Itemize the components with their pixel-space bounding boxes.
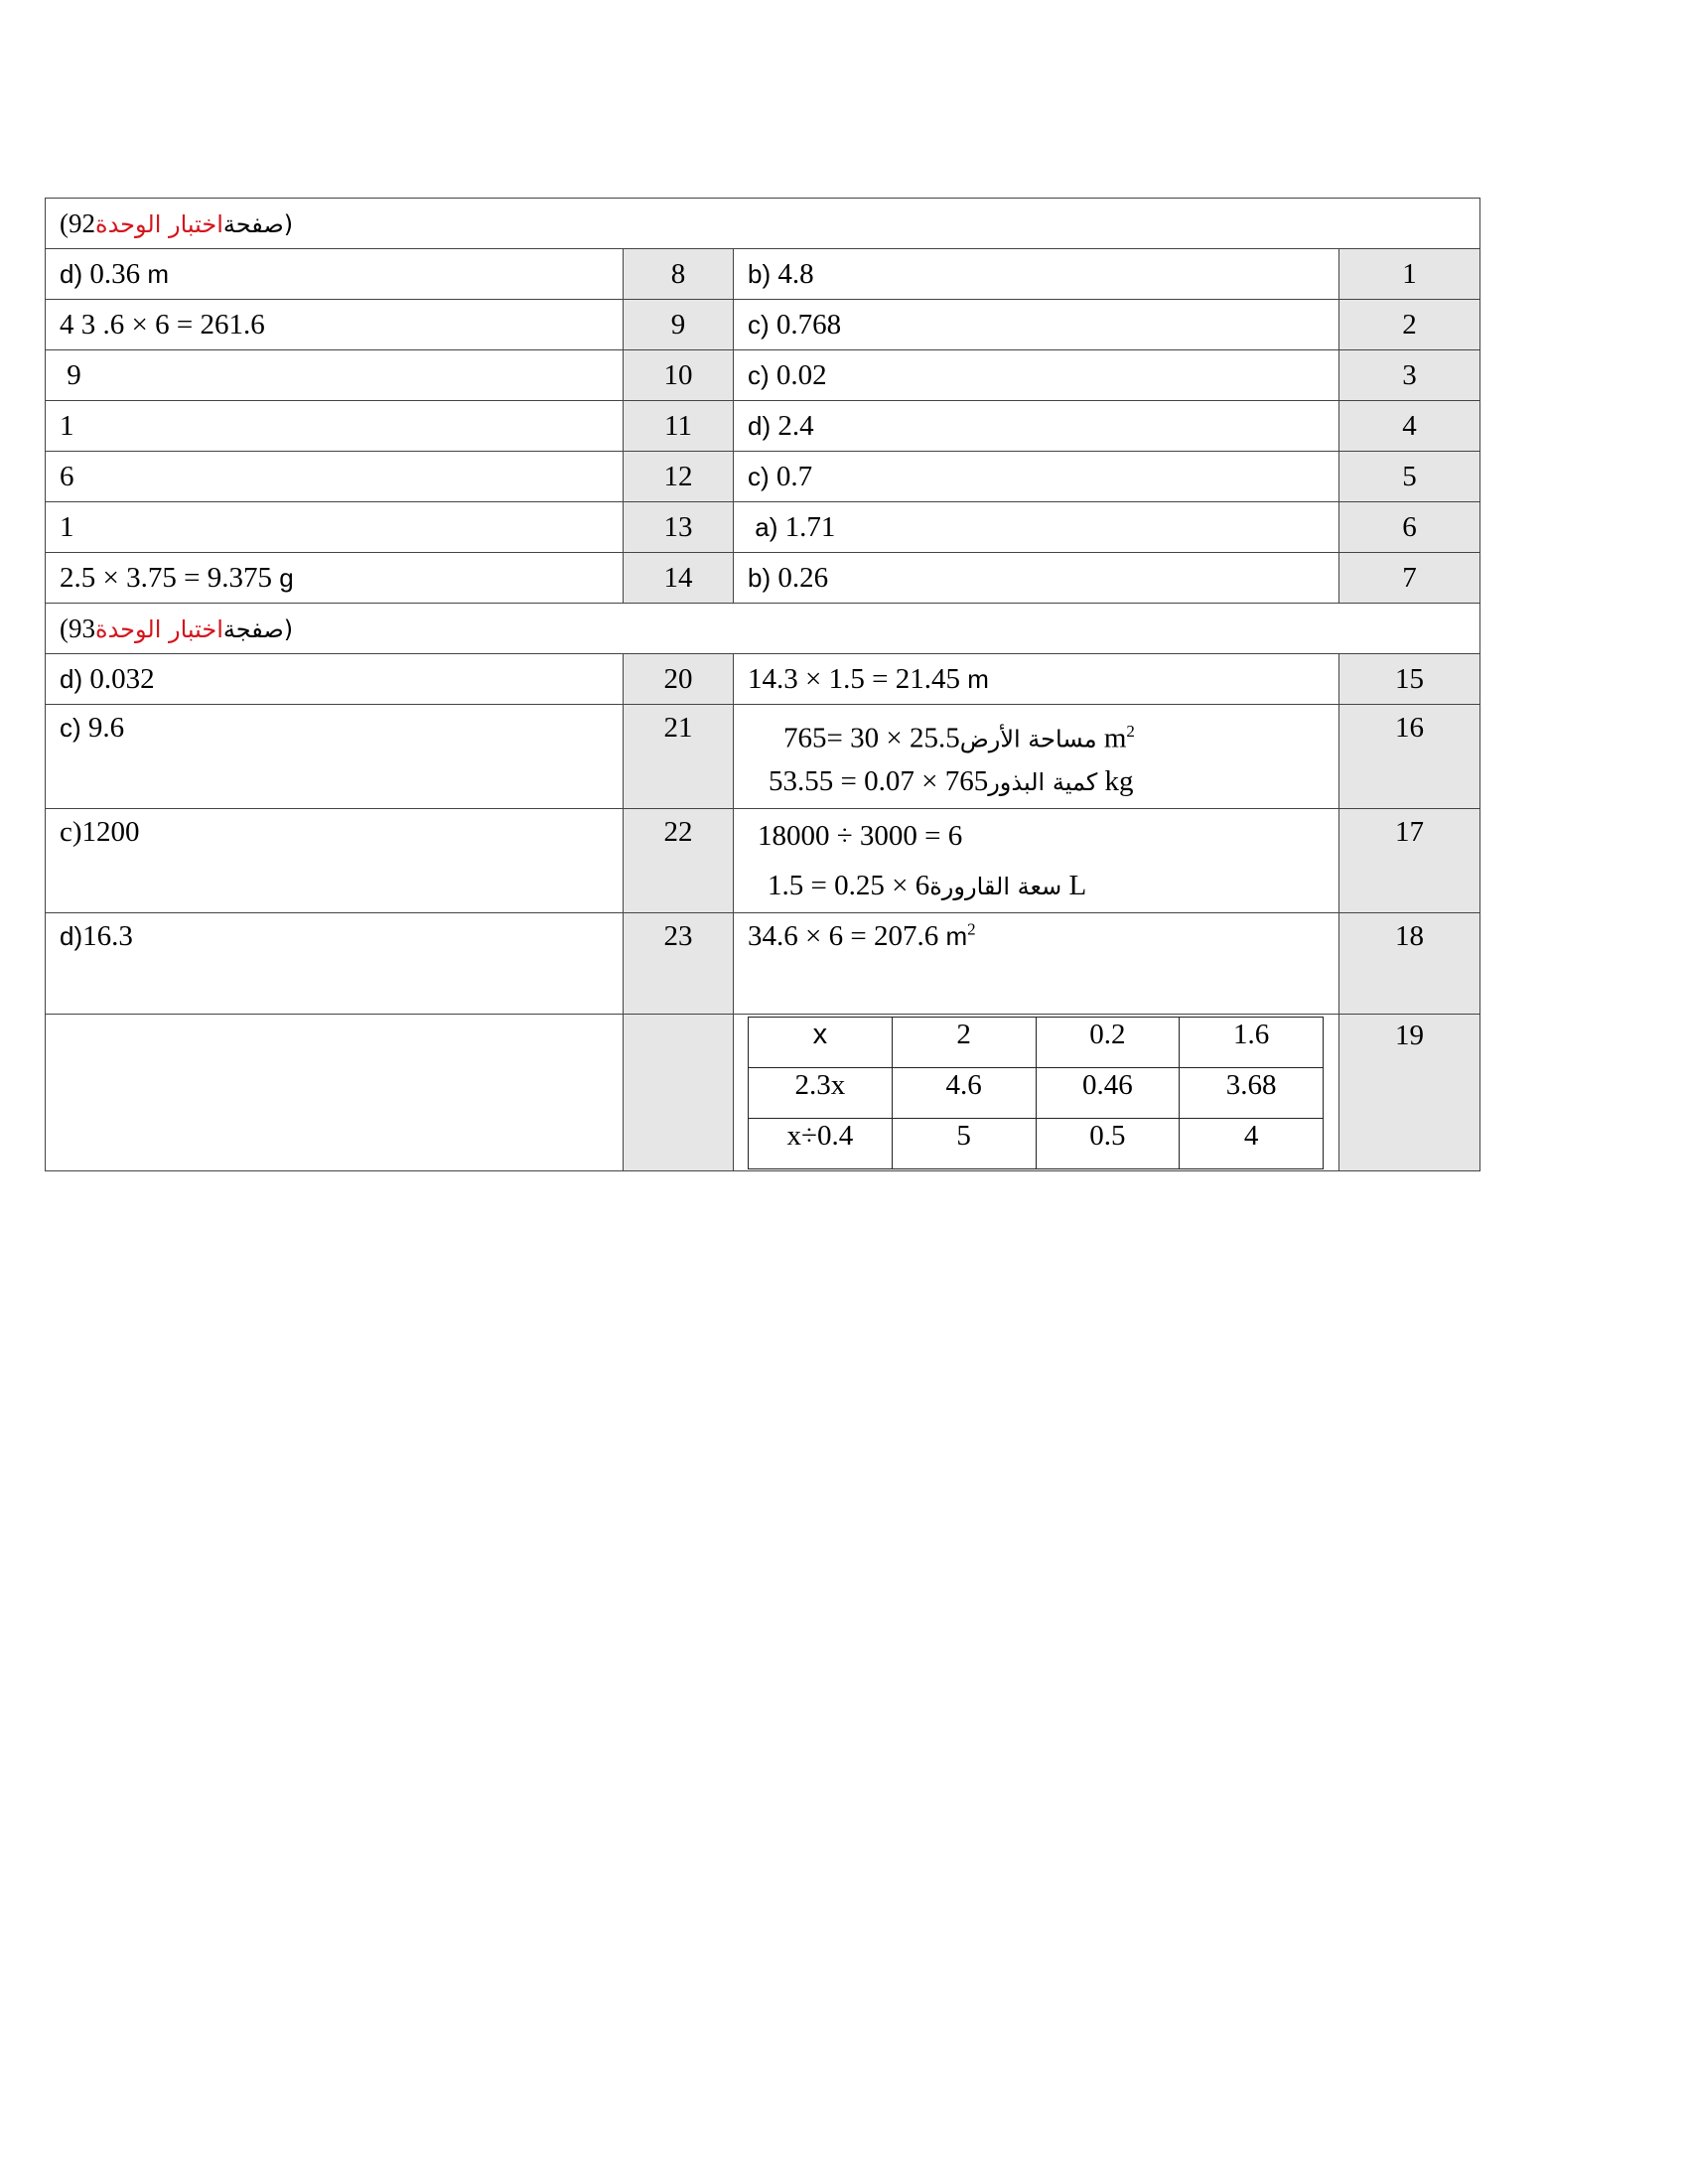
question-number: 17 [1339,809,1480,913]
value-table-row [749,1068,1324,1119]
question-number: 21 [624,705,734,809]
answer-key-sheet [45,198,1479,1171]
answer-cell [734,705,1339,809]
value-cell: 4.6 [892,1068,1036,1119]
answer-cell: a) 1.71 [734,502,1339,553]
table-row [46,809,1480,913]
question-number: 7 [1339,553,1480,604]
question-number: 4 [1339,401,1480,452]
question-number: 5 [1339,452,1480,502]
value-cell: 1.6 [1180,1018,1324,1068]
answer-cell [734,809,1339,913]
value-table [748,1017,1324,1169]
section-header-93 [46,604,1480,654]
question-number: 13 [624,502,734,553]
value-cell: x÷0.4 [749,1119,893,1169]
section-title-page: 92 [69,207,95,238]
table-row [46,654,1480,705]
arabic-label: كمية البذور [988,768,1098,796]
value-cell: 4 [1180,1119,1324,1169]
answer-cell: b) 0.26 [734,553,1339,604]
formula-text: 6 × 0.25 = 1.5 L [768,870,1087,901]
answer-cell [734,1015,1339,1171]
table-row [46,705,1480,809]
value-cell: 0.2 [1036,1018,1180,1068]
section-title-page: 93 [69,613,95,643]
value-cell: 0.46 [1036,1068,1180,1119]
answer-cell: c) 0.7 [734,452,1339,502]
question-number: 11 [624,401,734,452]
answer-cell: 9 [46,350,624,401]
question-number: 23 [624,913,734,1015]
section-title-92 [46,199,1480,249]
answer-cell: d) 0.36 m [46,249,624,300]
answer-cell: d)16.3 [46,913,624,1015]
section-title-suffix: (صفحة [222,209,294,238]
question-number: 9 [624,300,734,350]
formula-line [783,709,1325,758]
section-title-suffix: (صفجة [222,614,294,643]
question-number: 12 [624,452,734,502]
empty-cell [46,1015,624,1171]
question-number: 15 [1339,654,1480,705]
table-row [46,553,1480,604]
value-table-row [749,1018,1324,1068]
question-number: 16 [1339,705,1480,809]
exponent: 2 [967,919,976,939]
question-number: 1 [1339,249,1480,300]
exponent: 2 [1126,722,1135,741]
section-title-close: ) [60,613,69,643]
question-number: 6 [1339,502,1480,553]
question-number: 2 [1339,300,1480,350]
section-title-red: اختبار الوحدة [95,614,223,643]
arabic-label: سعة القارورة [929,873,1062,900]
empty-number-cell [624,1015,734,1171]
value-cell: x [749,1018,893,1068]
answer-cell: c) 0.02 [734,350,1339,401]
formula-text: 25.5 × 30 =765 m [783,722,1127,754]
section-header-92 [46,199,1480,249]
answer-cell: 1 [46,401,624,452]
question-number: 22 [624,809,734,913]
table-row [46,249,1480,300]
question-number: 10 [624,350,734,401]
answer-cell: d) 0.032 [46,654,624,705]
value-table-row [749,1119,1324,1169]
question-number: 20 [624,654,734,705]
section-title-red: اختبار الوحدة [95,209,223,238]
formula-line [769,758,1325,808]
question-number: 14 [624,553,734,604]
answer-key-table [45,198,1480,1171]
value-cell: 5 [892,1119,1036,1169]
answer-cell: 4 3 .6 × 6 = 261.6 [46,300,624,350]
value-cell: 2.3x [749,1068,893,1119]
answer-cell: c) 0.768 [734,300,1339,350]
value-cell: 0.5 [1036,1119,1180,1169]
section-title-close: ) [60,207,69,238]
table-row [46,300,1480,350]
answer-cell: 1 [46,502,624,553]
table-row [46,502,1480,553]
answer-cell: 2.5 × 3.75 = 9.375 g [46,553,624,604]
section-title-93 [46,604,1480,654]
table-row [46,452,1480,502]
formula-line: 18000 ÷ 3000 = 6 [758,820,963,852]
answer-cell: b) 4.8 [734,249,1339,300]
answer-cell: 6 [46,452,624,502]
answer-cell: 34.6 × 6 = 207.6 $m^2$ [734,913,1339,1015]
question-number: 19 [1339,1015,1480,1171]
value-cell: 2 [892,1018,1036,1068]
answer-cell: d) 2.4 [734,401,1339,452]
question-number: 18 [1339,913,1480,1015]
answer-cell: c) 9.6 [46,705,624,809]
question-number: 8 [624,249,734,300]
arabic-label: مساحة الأرض [959,725,1097,753]
table-row [46,401,1480,452]
answer-cell: 14.3 × 1.5 = 21.45 m [734,654,1339,705]
formula-line [768,863,1325,912]
value-cell: 3.68 [1180,1068,1324,1119]
formula-text: 765 × 0.07 = 53.55 kg [769,765,1134,797]
table-row [46,350,1480,401]
table-row [46,1015,1480,1171]
question-number: 3 [1339,350,1480,401]
table-row [46,913,1480,1015]
answer-cell: c)1200 [46,809,624,913]
